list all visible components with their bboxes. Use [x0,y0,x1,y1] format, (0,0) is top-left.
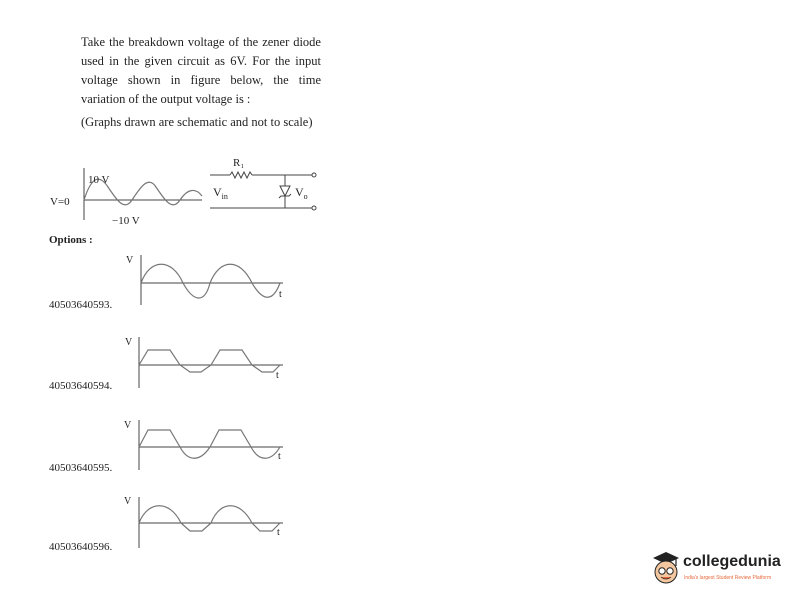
option-3-x-label: t [278,451,281,462]
option-1-y-label: V [126,255,134,266]
v-zero-label: V=0 [50,196,70,208]
option-4-wave [139,506,280,531]
input-bottom-label: −10 V [112,215,140,227]
input-waveform-figure [50,168,202,227]
output-terminal-bottom [312,206,316,210]
logo-tagline: India's largest Student Review Platform [684,575,772,581]
question-text: Take the breakdown voltage of the zener diode used in the given circuit as 6V. For the input voltage shown in figure below, the time variation of the output voltage is : [81,35,321,106]
option-graph-2 [125,337,283,388]
option-1-id: 40503640593. [49,299,113,311]
resistor-label: R₁ [233,157,245,169]
output-terminal-top [312,173,316,177]
option-graph-3 [124,420,283,470]
option-2-y-label: V [125,337,133,348]
option-1-wave [141,264,280,298]
option-4-id: 40503640596. [49,541,113,553]
zener-diode-icon [280,186,290,196]
graduate-mascot-icon [650,550,682,588]
question-note: (Graphs drawn are schematic and not to scale) [81,115,313,129]
option-2-x-label: t [276,370,279,381]
zener-circuit [210,157,316,210]
collegedunia-logo [650,548,790,590]
option-graph-4 [124,496,283,548]
logo-wordmark: collegedunia [683,553,781,570]
option-graph-1 [126,255,283,305]
resistor-symbol [230,172,252,178]
options-title: Options : [49,234,93,246]
option-3-wave [139,430,280,458]
input-top-label: 10 V [88,174,110,186]
option-4-y-label: V [124,496,132,507]
option-2-wave [139,350,280,372]
option-4-x-label: t [277,527,280,538]
option-1-x-label: t [279,289,282,300]
option-2-id: 40503640594. [49,380,113,392]
vo-label: $V_o$ [295,185,308,201]
vin-label: $V_{in}$ [213,185,228,201]
option-3-id: 40503640595. [49,462,113,474]
option-3-y-label: V [124,420,132,431]
